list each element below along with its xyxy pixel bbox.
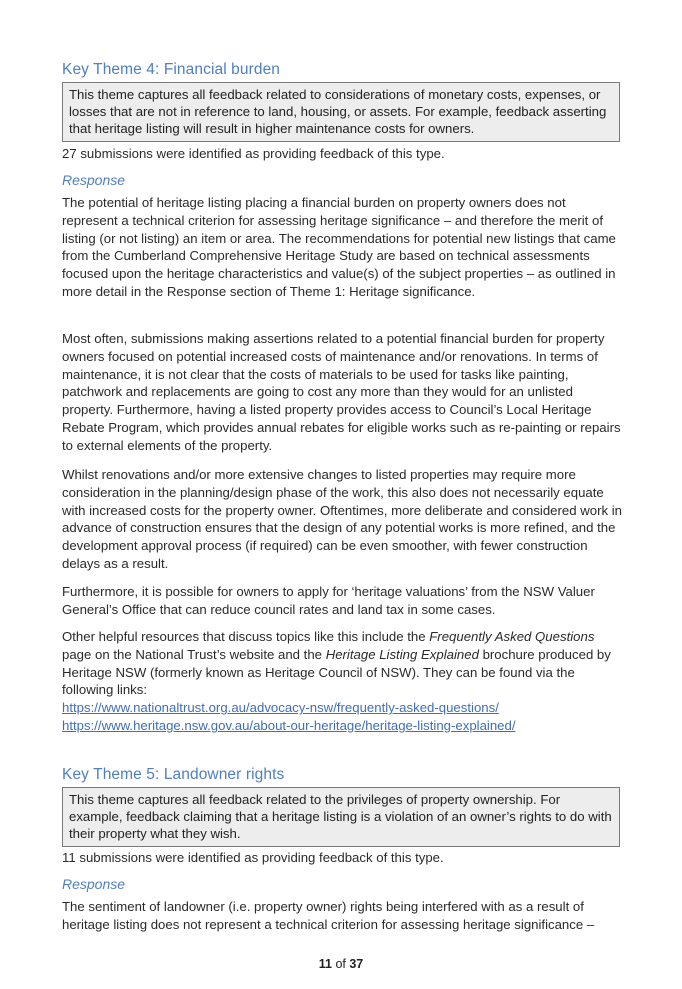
theme-4-definition-box: This theme captures all feedback related to considerations of monetary costs, expenses, or losses that are not in reference to land, housing, or assets. For example, feedback asserting that heritage listing will result in higher maintenance costs for owners. — [62, 82, 620, 142]
heritage-nsw-listing-explained-link[interactable]: https://www.heritage.nsw.gov.au/about-our-heritage/heritage-listing-explained/ — [62, 717, 516, 733]
page-number-footer — [0, 957, 682, 971]
theme-5-response-paragraph-1: The sentiment of landowner (i.e. property owner) rights being interfered with as a result of heritage listing does not represent a technical criterion for assessing heritage significance – — [62, 899, 595, 932]
theme-4-response-paragraph-4: Furthermore, it is possible for owners to apply for ‘heritage valuations’ from the NSW Valuer General’s Office that can reduce council rates and land tax in some cases. — [62, 584, 595, 617]
theme-4-response-paragraph-2: Most often, submissions making assertions related to a potential financial burden for property owners focused on potential increased costs of maintenance and/or renovations. In terms of maintenance, it is not clear that the costs of materials to be used for tasks like painting, patchwork and replacements are going to cost any more than they would for an unlisted property. Furthermore, having a listed property provides access to Council’s Local Heritage Rebate Program, which provides annual rebates for eligible works such as re-painting or repairs to external elements of the property. — [62, 331, 621, 453]
national-trust-faq-link[interactable]: https://www.nationaltrust.org.au/advocacy-nsw/frequently-asked-questions/ — [62, 700, 499, 716]
resources-text-1: Other helpful resources that discuss topics like this include the — [62, 629, 430, 644]
resources-brochure-title: Heritage Listing Explained — [325, 646, 479, 662]
theme-4-response-label: Response — [62, 172, 126, 188]
total-page-count: 37 — [349, 957, 364, 971]
resources-faq-title: Frequently Asked Questions — [429, 629, 595, 644]
theme-5-definition-box: This theme captures all feedback related to the privileges of property ownership. For example, feedback claiming that a heritage listing is a violation of an owner’s rights to do with their property what they wish. — [62, 787, 620, 847]
theme-4-heading: Key Theme 4: Financial burden — [62, 61, 281, 78]
current-page-number: 11 — [318, 957, 332, 971]
theme-4-resources-paragraph — [62, 628, 622, 735]
resources-text-3: brochure produced by Heritage NSW (formerly known as Heritage Council of NSW). They can be found via the following links: — [62, 646, 611, 698]
theme-5-heading: Key Theme 5: Landowner rights — [62, 766, 285, 783]
resources-text-2: page on the National Trust’s website and the — [62, 646, 326, 662]
theme-5-response-label: Response — [62, 876, 126, 892]
theme-5-submission-count: 11 submissions were identified as providing feedback of this type. — [62, 850, 444, 865]
page-of-text: of — [331, 957, 350, 971]
theme-4-response-paragraph-1: The potential of heritage listing placing a financial burden on property owners does not represent a technical criterion for assessing heritage significance – and therefore the merit of listing (or not listing) an item or area. The recommendations for potential new listings that came from the Cumberland Comprehensive Heritage Study are based on technical assessments focused upon the heritage characteristics and value(s) of the subject properties – as outlined in more detail in the Response section of Theme 1: Heritage significance. — [62, 195, 616, 299]
theme-4-submission-count: 27 submissions were identified as providing feedback of this type. — [62, 146, 445, 161]
theme-4-response-paragraph-3: Whilst renovations and/or more extensive changes to listed properties may require more consideration in the planning/design phase of the work, this also does not necessarily equate with increased costs for the property owner. Oftentimes, more deliberate and considered work in advance of construction ensures that the design of any potential works is more refined, and the development approval process (if required) can be even smoother, with fewer construction delays as a result. — [62, 467, 623, 571]
